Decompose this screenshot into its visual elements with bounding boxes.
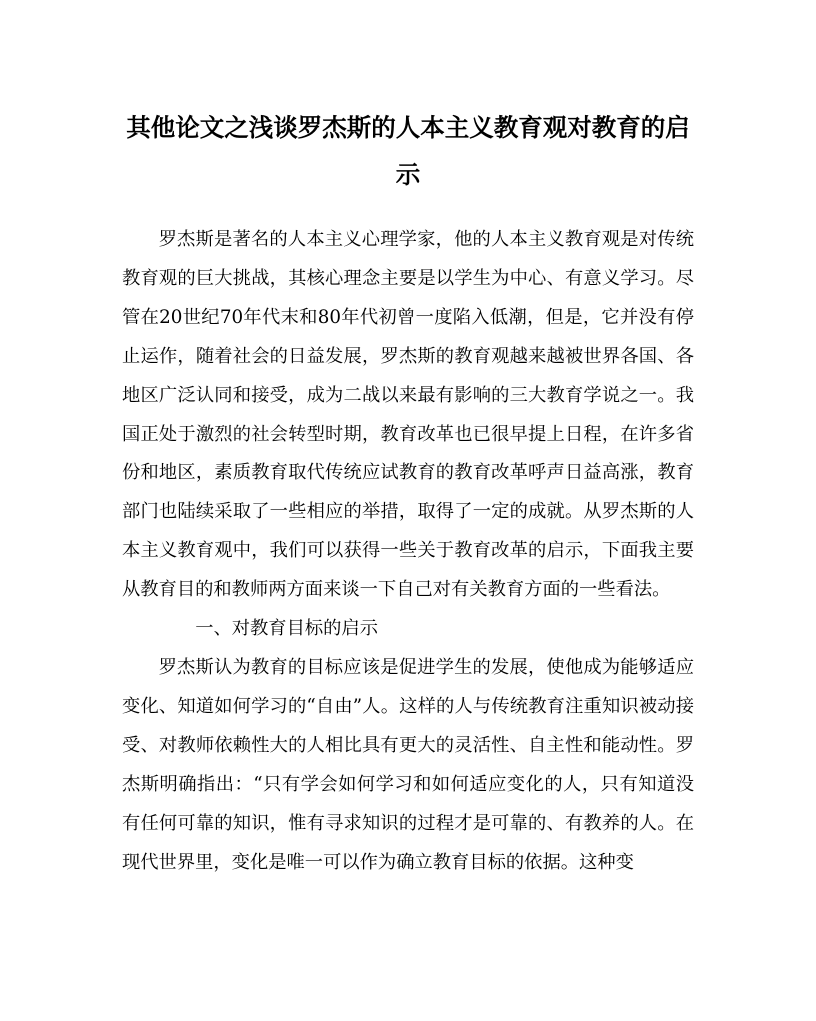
document-body — [122, 221, 694, 882]
intro-paragraph: 罗杰斯是著名的人本主义心理学家，他的人本主义教育观是对传统教育观的巨大挑战，其核心理念主要是以学生为中心、有意义学习。尽管在20世纪70年代末和80年代初曾一度陷入低潮，但是，它并没有停止运作，随着社会的日益发展，罗杰斯的教育观越来越被世界各国、各地区广泛认同和接受，成为二战以来最有影响的三大教育学说之一。我国正处于激烈的社会转型时期，教育改革也已很早提上日程，在许多省份和地区，素质教育取代传统应试教育的教育改革呼声日益高涨，教育部门也陆续采取了一些相应的举措，取得了一定的成就。从罗杰斯的人本主义教育观中，我们可以获得一些关于教育改革的启示，下面我主要从教育目的和教师两方面来谈一下自己对有关教育方面的一些看法。 — [122, 229, 694, 601]
document-title: 其他论文之浅谈罗杰斯的人本主义教育观对教育的启示 — [126, 113, 690, 189]
section-paragraph: 罗杰斯认为教育的目标应该是促进学生的发展，使他成为能够适应变化、知道如何学习的“自由”人。这样的人与传统教育注重知识被动接受、对教师依赖性大的人相比具有更大的灵活性、自主性和能动性。罗杰斯明确指出：“只有学会如何学习和如何适应变化的人，只有知道没有任何可靠的知识，惟有寻求知识的过程才是可靠的、有教养的人。在现代世界里，变化是唯一可以作为确立教育目标的依据。这种变 — [122, 656, 694, 873]
section-heading: 一、对教育目标的启示 — [195, 618, 378, 640]
